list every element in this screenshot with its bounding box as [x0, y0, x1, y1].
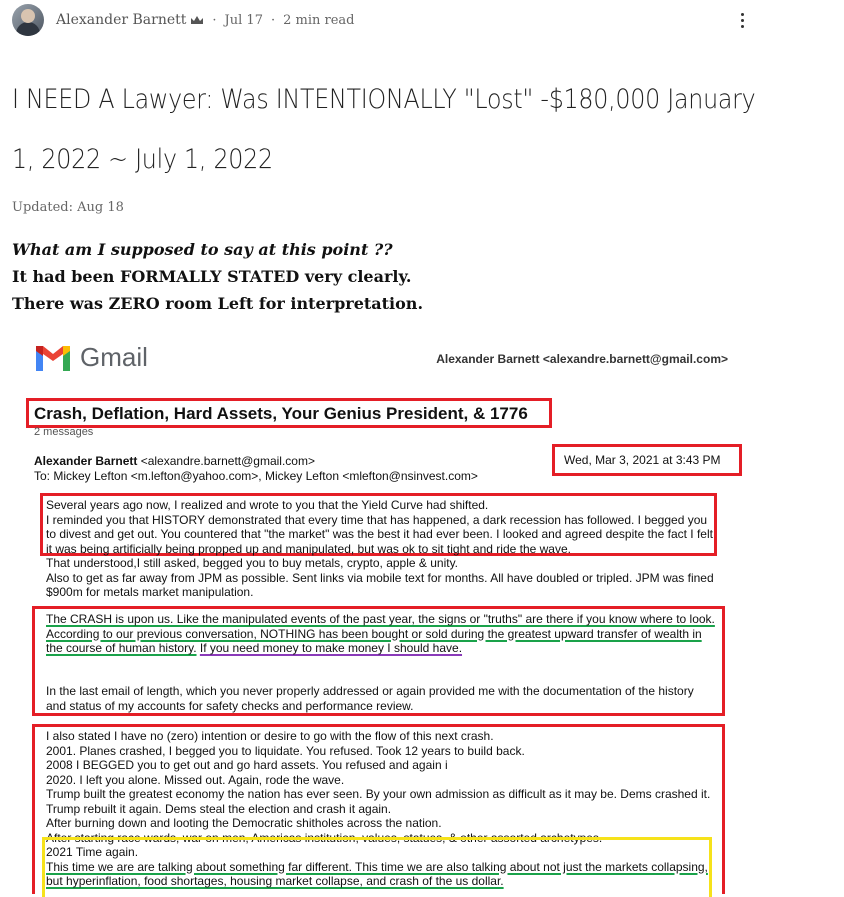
- separator-dot: ·: [212, 12, 217, 28]
- more-options-icon[interactable]: [732, 10, 752, 30]
- gmail-m-icon: [34, 343, 72, 373]
- email-paragraph: [46, 556, 716, 600]
- separator-dot: ·: [270, 12, 276, 28]
- message-count: 2 messages: [34, 426, 94, 438]
- gmail-logo: [34, 342, 148, 373]
- email-line: 2001. Planes crashed, I begged you to liquidate. You refused. Took 12 years to build back.: [46, 743, 525, 758]
- email-line: 2021 Time again.: [46, 845, 139, 859]
- sender-line: [34, 454, 315, 468]
- email-line: Trump built the greatest economy the nation has ever seen. By your own admission as difficult as it may be. Dems crashed it. Trump rebuilt it again. Dems steal the election and crash it again.: [46, 787, 711, 816]
- post-header: [12, 4, 752, 36]
- email-line: The CRASH is upon us. Like the manipulated events of the past year, the signs or "truths" are there if you know where to look.: [46, 612, 715, 626]
- post-title: I NEED A Lawyer: Was INTENTIONALLY "Lost" -$180,000 January 1, 2022 ~ July 1, 2022: [12, 84, 756, 175]
- email-line: After burning down and looting the Democratic shitholes across the nation.: [46, 816, 442, 830]
- email-line: I also stated I have no (zero) intention or desire to go with the flow of this next crash.: [46, 729, 494, 743]
- author-avatar[interactable]: [12, 4, 44, 36]
- email-line: If you need money to make money I should have.: [199, 641, 463, 655]
- email-screenshot: [28, 330, 728, 887]
- account-header: Alexander Barnett <alexandre.barnett@gmail.com>: [436, 352, 728, 366]
- updated-date: Updated: Aug 18: [12, 200, 124, 215]
- read-time: 2 min read: [283, 12, 355, 28]
- email-paragraph: In the last email of length, which you never properly addressed or again provided me with the documentation of the history and status of my accounts for safety checks and performance review.: [46, 684, 694, 713]
- email-line: This time we are are talking about something far different. This time we are also talking about not just the markets collapsing, but hyperinflation, food shortages, housing market collapse, and crash of the us dollar.: [46, 859, 708, 888]
- email-paragraph: [46, 612, 716, 656]
- email-line: According to our previous conversation, NOTHING has been bought or sold during the greatest upward transfer of wealth in the course of human history.: [46, 626, 702, 655]
- highlight-box: [42, 837, 712, 897]
- sender-email: <alexandre.barnett@gmail.com>: [137, 454, 315, 468]
- email-subject: Crash, Deflation, Hard Assets, Your Genius President, & 1776: [34, 404, 528, 423]
- crown-icon: [190, 15, 204, 25]
- email-line: Also to get as far away from JPM as possible. Sent links via mobile text for months. All have doubled or tripled. JPM was fined $900m for metals market manipulation.: [46, 570, 714, 599]
- email-line: I reminded you that HISTORY demonstrated that every time that has happened, a dark recession has followed. I begged you to divest and get out. You countered that "the market" was the best it had ever been. I looked and agreed despite the fact I felt it was being artificially being propped up and manipulated, but was ok to sit tight and ride the wave.: [46, 512, 713, 556]
- intro-line: There was ZERO room Left for interpretation.: [12, 294, 424, 313]
- author-name[interactable]: Alexander Barnett: [56, 12, 187, 28]
- email-line: That understood,I still asked, begged you to buy metals, crypto, apple & unity.: [46, 556, 459, 570]
- intro-line: It had been FORMALLY STATED very clearly.: [12, 267, 412, 286]
- post-date: Jul 17: [224, 12, 263, 28]
- recipients-line: To: Mickey Lefton <m.lefton@yahoo.com>, Mickey Lefton <mlefton@nsinvest.com>: [34, 469, 478, 483]
- email-paragraph: [46, 498, 716, 556]
- sender-name: Alexander Barnett: [34, 454, 138, 468]
- email-date: Wed, Mar 3, 2021 at 3:43 PM: [564, 453, 721, 467]
- gmail-wordmark: Gmail: [80, 342, 148, 372]
- email-line: 2008 I BEGGED you to get out and go hard assets. You refused and again i: [46, 758, 448, 772]
- intro-line: What am I supposed to say at this point ??: [12, 240, 393, 259]
- email-line: 2020. I left you alone. Missed out. Again, rode the wave.: [46, 772, 345, 787]
- email-line: After starting race wards, war on men, Americas institution, values, statues, & other assorted archetypes.: [46, 830, 603, 845]
- email-line: Several years ago now, I realized and wrote to you that the Yield Curve had shifted.: [46, 498, 489, 512]
- post-intro: [12, 236, 423, 317]
